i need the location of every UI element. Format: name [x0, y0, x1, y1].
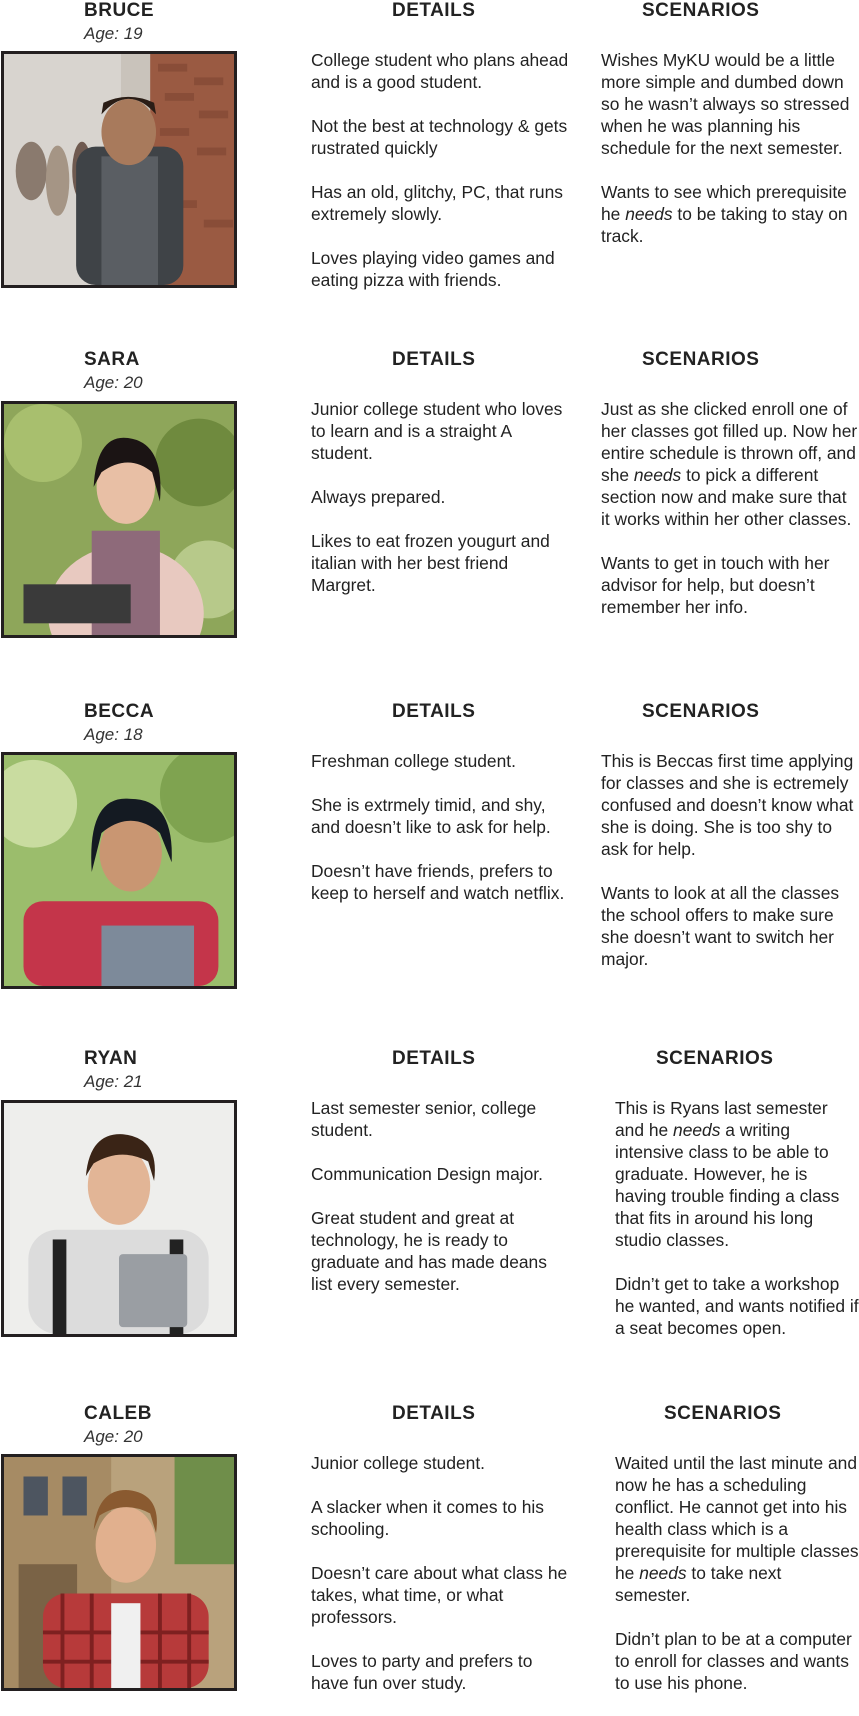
persona-sara — [0, 349, 859, 649]
scenario-item: Wants to see which prerequisite he needs to be taking to stay on track. — [601, 182, 848, 246]
detail-item: Last semester senior, college student. — [311, 1098, 537, 1140]
details-heading: DETAILS — [392, 1048, 476, 1069]
detail-item: College student who plans ahead and is a good student. — [311, 50, 569, 92]
detail-item: She is extrmely timid, and shy, and doesn’t like to ask for help. — [311, 795, 551, 837]
details-list — [311, 1452, 571, 1716]
scenarios-heading: SCENARIOS — [642, 701, 760, 722]
detail-item: Junior college student. — [311, 1453, 486, 1473]
persona-age: Age: 21 — [84, 1072, 143, 1091]
detail-item: Great student and great at technology, he is ready to graduate and has made deans list every semester. — [311, 1208, 547, 1294]
scenario-item: Wants to get in touch with her advisor for help, but doesn’t remember her info. — [601, 553, 830, 617]
scenarios-list — [615, 1452, 859, 1716]
details-heading: DETAILS — [392, 0, 476, 21]
scenarios-list — [601, 49, 859, 269]
detail-item: Always prepared. — [311, 487, 446, 507]
details-list — [311, 49, 571, 313]
details-heading: DETAILS — [392, 1403, 476, 1424]
persona-photo — [1, 401, 237, 638]
persona-ryan — [0, 1048, 859, 1348]
detail-item: Has an old, glitchy, PC, that runs extremely slowly. — [311, 182, 563, 224]
detail-item: Not the best at technology & gets rustrated quickly — [311, 116, 568, 158]
persona-age: Age: 19 — [84, 24, 143, 43]
scenarios-heading: SCENARIOS — [642, 0, 760, 21]
persona-photo — [1, 1100, 237, 1337]
detail-item: Communication Design major. — [311, 1164, 543, 1184]
persona-name: BECCA — [84, 701, 155, 722]
detail-item: Doesn’t care about what class he takes, what time, or what professors. — [311, 1563, 568, 1627]
persona-caleb — [0, 1403, 859, 1697]
scenarios-heading: SCENARIOS — [664, 1403, 782, 1424]
persona-name: BRUCE — [84, 0, 155, 21]
emphasis-text: needs — [625, 204, 673, 224]
persona-name: SARA — [84, 349, 140, 370]
scenarios-heading: SCENARIOS — [642, 349, 760, 370]
persona-bruce — [0, 0, 859, 300]
detail-item: Junior college student who loves to learn and is a straight A student. — [311, 399, 563, 463]
scenario-item: Wishes MyKU would be a little more simple and dumbed down so he wasn’t always so stressed when he was planning his schedule for the next semester. — [601, 50, 850, 158]
scenarios-list — [601, 750, 859, 992]
persona-age: Age: 20 — [84, 1427, 143, 1446]
details-heading: DETAILS — [392, 349, 476, 370]
persona-photo — [1, 51, 237, 288]
scenario-item: Didn’t plan to be at a computer to enroll for classes and wants to use his phone. — [615, 1629, 852, 1693]
scenario-item: Just as she clicked enroll one of her classes got filled up. Now her entire schedule is thrown off, and she needs to pick a different section now and make sure that it works within her other classes. — [601, 399, 858, 529]
scenario-item: This is Ryans last semester and he needs a writing intensive class to be able to graduate. However, he is having trouble finding a class that fits in around his long studio classes. — [615, 1098, 840, 1250]
scenario-item: Waited until the last minute and now he has a scheduling conflict. He cannot get into his health class which is a prerequisite for multiple classes he needs to take next semester. — [615, 1453, 859, 1605]
persona-becca — [0, 701, 859, 1001]
details-heading: DETAILS — [392, 701, 476, 722]
detail-item: Freshman college student. — [311, 751, 516, 771]
persona-photo — [1, 1454, 237, 1691]
scenario-item: This is Beccas first time applying for classes and she is ectremely confused and doesn’t know what she is doing. She is too shy to ask for help. — [601, 751, 854, 859]
detail-item: Loves to party and prefers to have fun over study. — [311, 1651, 533, 1693]
detail-item: Loves playing video games and eating pizza with friends. — [311, 248, 555, 290]
persona-name: CALEB — [84, 1403, 152, 1424]
details-list — [311, 1097, 571, 1317]
scenarios-list — [601, 398, 859, 640]
persona-photo — [1, 752, 237, 989]
emphasis-text: needs — [633, 465, 682, 485]
persona-name: RYAN — [84, 1048, 138, 1069]
scenario-item: Didn’t get to take a workshop he wanted, and wants notified if a seat becomes open. — [615, 1274, 859, 1338]
emphasis-text: needs — [639, 1563, 687, 1583]
scenarios-heading: SCENARIOS — [656, 1048, 774, 1069]
detail-item: Likes to eat frozen yougurt and italian with her best friend Margret. — [311, 531, 550, 595]
emphasis-text: needs — [673, 1120, 721, 1140]
detail-item: A slacker when it comes to his schooling. — [311, 1497, 544, 1539]
detail-item: Doesn’t have friends, prefers to keep to herself and watch netflix. — [311, 861, 565, 903]
details-list — [311, 398, 571, 618]
scenario-item: Wants to look at all the classes the school offers to make sure she doesn’t want to switch her major. — [601, 883, 840, 969]
persona-age: Age: 20 — [84, 373, 143, 392]
persona-age: Age: 18 — [84, 725, 143, 744]
details-list — [311, 750, 571, 926]
scenarios-list — [615, 1097, 859, 1361]
